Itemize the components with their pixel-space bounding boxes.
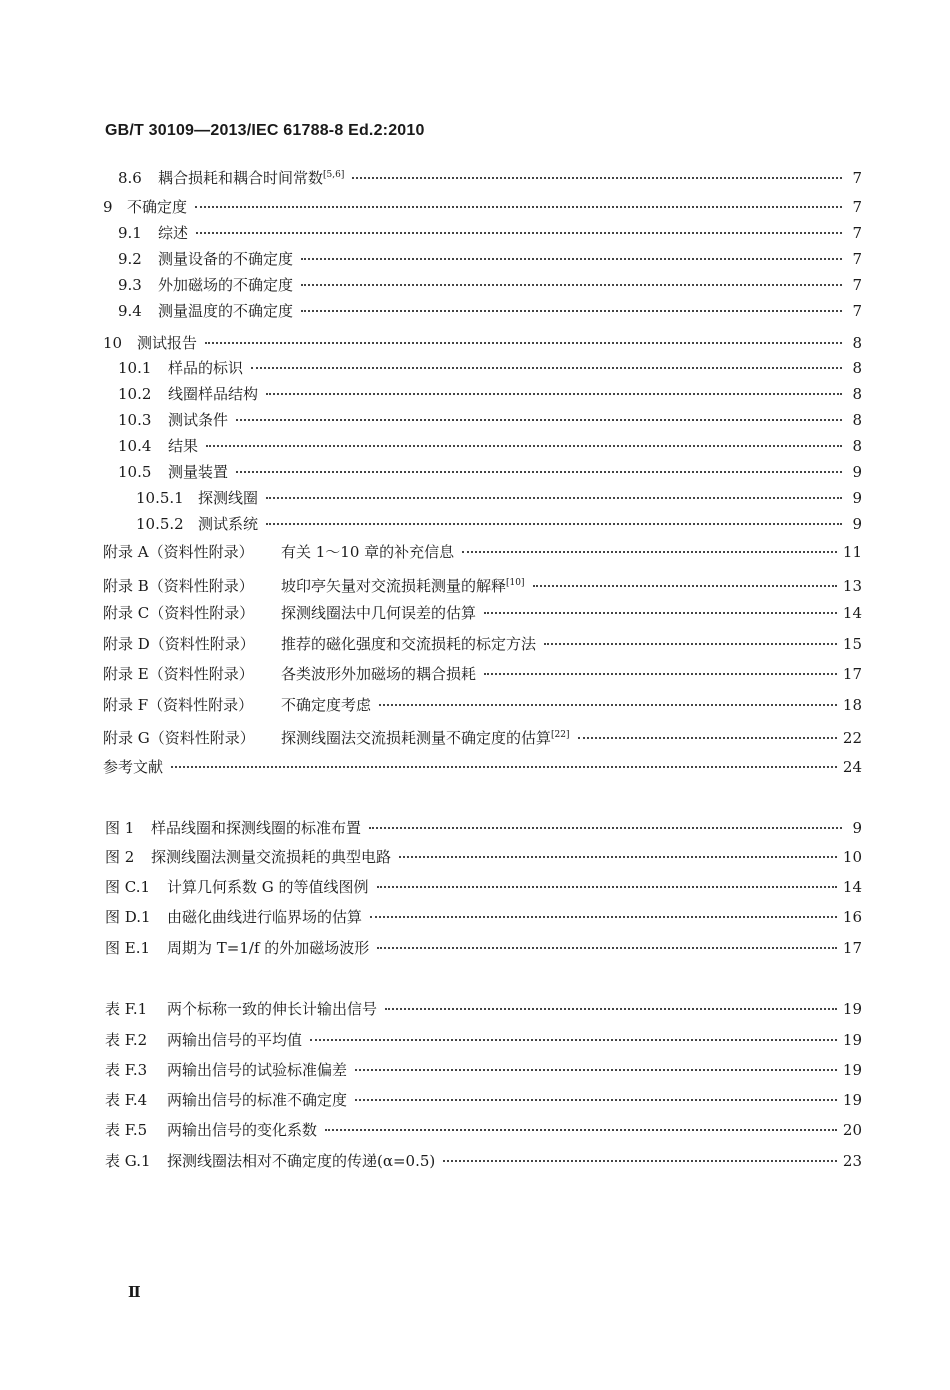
entry-page-number: 7 [852, 198, 862, 216]
entry-page-number: 19 [842, 1091, 862, 1109]
toc-entry[interactable] [103, 756, 862, 778]
entry-number: 表 G.1 [105, 1152, 151, 1170]
dot-leader [301, 310, 842, 312]
entry-title: 两输出信号的标准不确定度 [167, 1091, 348, 1109]
entry-number: 8.6 [118, 169, 142, 187]
entry-title: 探测线圈法测量交流损耗的典型电路 [151, 848, 392, 866]
entry-page-number: 7 [852, 276, 862, 294]
dot-leader [399, 856, 837, 858]
toc-entry[interactable] [103, 602, 862, 624]
entry-number: 9.2 [118, 250, 142, 268]
entry-title: 外加磁场的不确定度 [158, 276, 294, 294]
dot-leader [195, 206, 842, 208]
entry-number: 附录 E（资料性附录） [103, 665, 254, 683]
entry-title: 结果 [168, 437, 199, 455]
dot-leader [443, 1160, 837, 1162]
dot-leader [355, 1099, 837, 1101]
toc-entry[interactable] [118, 248, 862, 270]
entry-page-number: 11 [842, 543, 862, 561]
entry-number: 图 1 [105, 819, 135, 837]
entry-number: 9.4 [118, 302, 142, 320]
entry-title: 由磁化曲线进行临界场的估算 [167, 908, 363, 926]
entry-title: 参考文献 [103, 758, 164, 776]
toc-entry[interactable] [103, 724, 862, 746]
table-entry[interactable] [105, 1029, 862, 1051]
entry-title: 测试系统 [198, 515, 259, 533]
entry-page-number: 9 [852, 515, 862, 533]
toc-entry[interactable] [118, 222, 862, 244]
dot-leader [171, 766, 837, 768]
entry-page-number: 8 [852, 334, 862, 352]
entry-number: 10.5.2 [136, 515, 184, 533]
entry-title: 坡印亭矢量对交流损耗测量的解释[10] [281, 577, 525, 595]
dot-leader [236, 471, 842, 473]
toc-entry[interactable] [118, 383, 862, 405]
entry-number: 表 F.4 [105, 1091, 148, 1109]
entry-page-number: 19 [842, 1000, 862, 1018]
entry-number: 10.5 [118, 463, 152, 481]
entry-title: 不确定度 [127, 198, 188, 216]
entry-page-number: 10 [842, 848, 862, 866]
entry-title: 测量设备的不确定度 [158, 250, 294, 268]
entry-number: 附录 G（资料性附录） [103, 729, 255, 747]
entry-title: 测量温度的不确定度 [158, 302, 294, 320]
toc-entry[interactable] [136, 487, 862, 509]
entry-number: 图 E.1 [105, 939, 151, 957]
toc-entry[interactable] [118, 409, 862, 431]
entry-page-number: 24 [842, 758, 862, 776]
toc-entry[interactable] [103, 694, 862, 716]
entry-page-number: 20 [842, 1121, 862, 1139]
toc-entry[interactable] [118, 164, 862, 186]
figure-entry[interactable] [105, 846, 862, 868]
entry-title: 探测线圈法相对不确定度的传递(α=0.5) [167, 1152, 436, 1170]
entry-page-number: 8 [852, 411, 862, 429]
entry-page-number: 19 [842, 1061, 862, 1079]
entry-page-number: 8 [852, 437, 862, 455]
dot-leader [266, 523, 842, 525]
dot-leader [301, 284, 842, 286]
toc-entry[interactable] [136, 513, 862, 535]
entry-page-number: 16 [842, 908, 862, 926]
entry-page-number: 18 [842, 696, 862, 714]
entry-title: 线圈样品结构 [168, 385, 259, 403]
dot-leader [370, 916, 837, 918]
toc-entry[interactable] [103, 663, 862, 685]
entry-page-number: 23 [842, 1152, 862, 1170]
entry-page-number: 7 [852, 169, 862, 187]
entry-number: 附录 B（资料性附录） [103, 577, 254, 595]
toc-entry[interactable] [118, 357, 862, 379]
entry-number: 表 F.3 [105, 1061, 148, 1079]
entry-number: 图 2 [105, 848, 135, 866]
figure-entry[interactable] [105, 906, 862, 928]
entry-title: 探测线圈 [198, 489, 259, 507]
dot-leader [352, 177, 842, 179]
figure-entry[interactable] [105, 876, 862, 898]
page-number: Ⅱ [128, 1283, 141, 1301]
entry-number: 表 F.2 [105, 1031, 148, 1049]
toc-entry[interactable] [103, 332, 862, 354]
entry-page-number: 9 [852, 819, 862, 837]
entry-page-number: 9 [852, 489, 862, 507]
figure-entry[interactable] [105, 937, 862, 959]
dot-leader [325, 1129, 837, 1131]
toc-entry[interactable] [118, 274, 862, 296]
entry-number: 表 F.5 [105, 1121, 148, 1139]
dot-leader [301, 258, 842, 260]
table-entry[interactable] [105, 1119, 862, 1141]
dot-leader [206, 445, 842, 447]
entry-page-number: 22 [842, 729, 862, 747]
dot-leader [385, 1008, 837, 1010]
dot-leader [377, 947, 837, 949]
dot-leader [578, 737, 837, 739]
entry-title: 计算几何系数 G 的等值线图例 [167, 878, 369, 896]
dot-leader [266, 393, 842, 395]
entry-number: 10.3 [118, 411, 152, 429]
entry-title: 综述 [158, 224, 189, 242]
citation-reference: [22] [551, 730, 570, 740]
entry-page-number: 9 [852, 463, 862, 481]
toc-entry[interactable] [118, 435, 862, 457]
entry-title: 样品的标识 [168, 359, 244, 377]
entry-number: 附录 C（资料性附录） [103, 604, 255, 622]
entry-number: 10.5.1 [136, 489, 184, 507]
entry-title: 两个标称一致的伸长计输出信号 [167, 1000, 378, 1018]
entry-number: 表 F.1 [105, 1000, 148, 1018]
entry-title: 测量装置 [168, 463, 229, 481]
standard-header: GB/T 30109—2013/IEC 61788-8 Ed.2:2010 [105, 122, 425, 139]
entry-title: 探测线圈法交流损耗测量不确定度的估算[22] [281, 729, 570, 747]
dot-leader [236, 419, 842, 421]
entry-title: 样品线圈和探测线圈的标准布置 [151, 819, 362, 837]
entry-title: 两输出信号的变化系数 [167, 1121, 318, 1139]
citation-reference: [5,6] [323, 170, 345, 180]
entry-page-number: 14 [842, 878, 862, 896]
dot-leader [196, 232, 842, 234]
toc-entry[interactable] [103, 633, 862, 655]
entry-title: 两输出信号的试验标准偏差 [167, 1061, 348, 1079]
entry-page-number: 8 [852, 385, 862, 403]
table-entry[interactable] [105, 1059, 862, 1081]
table-entry[interactable] [105, 1089, 862, 1111]
entry-number: 10 [103, 334, 123, 352]
table-entry[interactable] [105, 1150, 862, 1172]
dot-leader [544, 643, 837, 645]
dot-leader [484, 673, 837, 675]
entry-title: 有关 1～10 章的补充信息 [281, 543, 455, 561]
entry-number: 图 D.1 [105, 908, 151, 926]
dot-leader [266, 497, 842, 499]
entry-page-number: 7 [852, 250, 862, 268]
dot-leader [462, 551, 837, 553]
toc-entry[interactable] [103, 541, 862, 563]
entry-page-number: 19 [842, 1031, 862, 1049]
entry-number: 9.3 [118, 276, 142, 294]
entry-title: 耦合损耗和耦合时间常数[5,6] [158, 169, 345, 187]
citation-reference: [10] [506, 578, 525, 588]
entry-title: 推荐的磁化强度和交流损耗的标定方法 [281, 635, 537, 653]
entry-page-number: 14 [842, 604, 862, 622]
entry-page-number: 17 [842, 665, 862, 683]
entry-number: 图 C.1 [105, 878, 151, 896]
dot-leader [379, 704, 837, 706]
entry-number: 9 [103, 198, 113, 216]
dot-leader [310, 1039, 837, 1041]
toc-entry[interactable] [118, 461, 862, 483]
dot-leader [533, 585, 837, 587]
toc-entry[interactable] [103, 196, 862, 218]
entry-number: 10.4 [118, 437, 152, 455]
dot-leader [369, 827, 842, 829]
entry-number: 附录 A（资料性附录） [103, 543, 254, 561]
entry-title: 探测线圈法中几何误差的估算 [281, 604, 477, 622]
entry-number: 附录 F（资料性附录） [103, 696, 254, 714]
dot-leader [355, 1069, 837, 1071]
toc-entry[interactable] [103, 572, 862, 594]
entry-page-number: 17 [842, 939, 862, 957]
entry-page-number: 8 [852, 359, 862, 377]
figure-entry[interactable] [105, 817, 862, 839]
dot-leader [251, 367, 842, 369]
toc-entry[interactable] [118, 300, 862, 322]
entry-title: 测试条件 [168, 411, 229, 429]
entry-title: 两输出信号的平均值 [167, 1031, 303, 1049]
entry-page-number: 7 [852, 224, 862, 242]
dot-leader [484, 612, 837, 614]
entry-number: 9.1 [118, 224, 142, 242]
entry-title: 不确定度考虑 [281, 696, 372, 714]
entry-number: 10.2 [118, 385, 152, 403]
entry-page-number: 15 [842, 635, 862, 653]
dot-leader [377, 886, 837, 888]
entry-page-number: 7 [852, 302, 862, 320]
table-entry[interactable] [105, 998, 862, 1020]
entry-title: 测试报告 [137, 334, 198, 352]
entry-page-number: 13 [842, 577, 862, 595]
entry-title: 各类波形外加磁场的耦合损耗 [281, 665, 477, 683]
entry-number: 附录 D（资料性附录） [103, 635, 255, 653]
dot-leader [205, 342, 842, 344]
entry-number: 10.1 [118, 359, 152, 377]
entry-title: 周期为 T=1/f 的外加磁场波形 [167, 939, 370, 957]
